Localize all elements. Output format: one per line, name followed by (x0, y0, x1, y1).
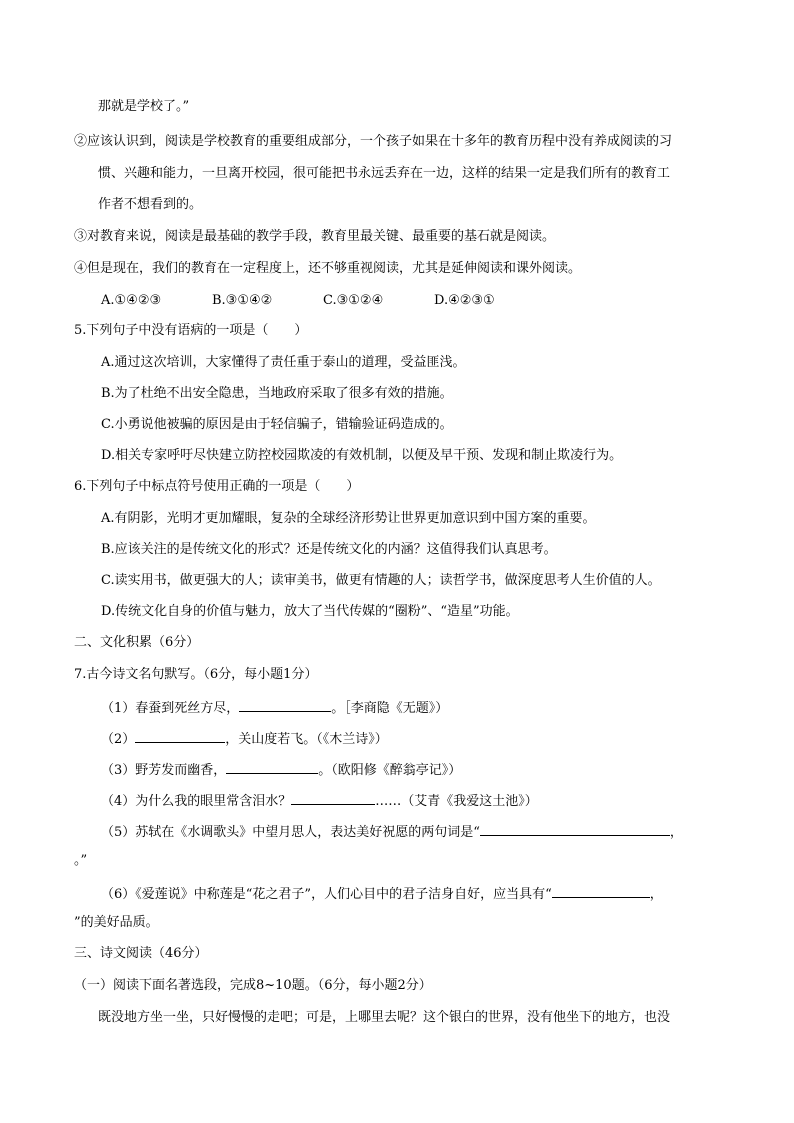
answer-blank[interactable] (135, 728, 225, 743)
section-heading: 二、文化积累（6分） (74, 635, 200, 650)
prompt-text: （3）野芳发而幽香， (101, 763, 227, 778)
option-c: C.③①②④ (323, 293, 384, 308)
fill-in-line-4 (101, 790, 538, 811)
option-b: B.③①④② (212, 293, 273, 308)
option-a: A.①④②③ (101, 293, 162, 308)
fill-in-line-2 (101, 728, 388, 749)
question-6: 6.下列句子中标点符号使用正确的一项是（ ） (74, 479, 360, 494)
text-line: ②应该认识到，阅读是学校教育的重要组成部分，一个孩子如果在十多年的教育历程中没有养成阅读的习 (74, 134, 673, 149)
text-line: ④但是现在，我们的教育在一定程度上，还不够重视阅读，尤其是延伸阅读和课外阅读。 (74, 261, 582, 276)
option-d: D.传统文化自身的价值与魅力，放大了当代传媒的“圈粉”、“造星”功能。 (101, 604, 519, 619)
fill-in-line-3 (101, 759, 461, 780)
subsection-heading: （一）阅读下面名著选段，完成8~10题。（6分，每小题2分） (74, 978, 432, 993)
source-text: 。（欧阳修《醉翁亭记》） (318, 763, 462, 778)
option-b: B.为了杜绝不出安全隐患，当地政府采取了很多有效的措施。 (101, 386, 453, 401)
text-line: ③对教育来说，阅读是最基础的教学手段，教育里最关键、最重要的基石就是阅读。 (74, 229, 556, 244)
answer-blank[interactable] (239, 697, 331, 712)
separator-text: ， (669, 825, 683, 840)
prompt-text: （5）苏轼在《水调歌头》中望月思人，表达美好祝愿的两句词是“ (101, 825, 480, 840)
text-line: ”的美好品质。 (74, 915, 159, 930)
text-line: 那就是学校了。” (98, 99, 190, 114)
answer-blank[interactable] (552, 883, 650, 898)
question-5: 5.下列句子中没有语病的一项是（ ） (74, 323, 308, 338)
answer-blank[interactable] (226, 759, 318, 774)
fill-in-line-5 (101, 821, 683, 842)
prompt-text: （6）《爱莲说》中称莲是“花之君子”，人们心目中的君子洁身自好，应当具有“ (101, 887, 552, 902)
section-heading: 三、诗文阅读（46分） (74, 946, 208, 961)
text-line: 惯、兴趣和能力，一旦离开校园，很可能把书永远丢弃在一边，这样的结果一定是我们所有的教育工 (98, 166, 671, 181)
option-b: B.应该关注的是传统文化的形式？还是传统文化的内涵？这值得我们认真思考。 (101, 542, 557, 557)
source-text: ，关山度若飞。（《木兰诗》） (225, 732, 388, 747)
answer-blank[interactable] (480, 821, 670, 836)
text-line: 作者不想看到的。 (98, 197, 203, 212)
prompt-text: （1）春蚕到死丝方尽， (101, 701, 240, 716)
prompt-text: （2） (101, 732, 136, 747)
text-line: 。” (74, 853, 88, 868)
option-a: A.通过这次培训，大家懂得了责任重于泰山的道理，受益匪浅。 (101, 355, 466, 370)
source-text: ……（艾青《我爱这土池》） (375, 794, 538, 809)
fill-in-line-1 (101, 697, 448, 718)
prompt-text: （4）为什么我的眼里常含泪水？ (101, 794, 292, 809)
option-c: C.读实用书，做更强大的人；读审美书，做更有情趣的人；读哲学书，做深度思考人生价值的人。 (101, 573, 661, 588)
option-d: D.相关专家呼吁尽快建立防控校园欺凌的有效机制，以便及早干预、发现和制止欺凌行为。 (101, 448, 623, 463)
fill-in-line-6 (101, 883, 663, 904)
option-d: D.④②③① (434, 293, 495, 308)
passage-text: 既没地方坐一坐，只好慢慢的走吧；可是，上哪里去呢？这个银白的世界，没有他坐下的地方，也没 (98, 1010, 671, 1025)
answer-blank[interactable] (291, 790, 375, 805)
option-c: C.小勇说他被骗的原因是由于轻信骗子，错输验证码造成的。 (101, 417, 453, 432)
source-text: 。［李商隐《无题》） (331, 701, 449, 716)
separator-text: ， (649, 887, 663, 902)
option-a: A.有阴影，光明才更加耀眼，复杂的全球经济形势让世界更加意识到中国方案的重要。 (101, 511, 596, 526)
question-7: 7.古今诗文名句默写。（6分，每小题1分） (74, 667, 318, 682)
